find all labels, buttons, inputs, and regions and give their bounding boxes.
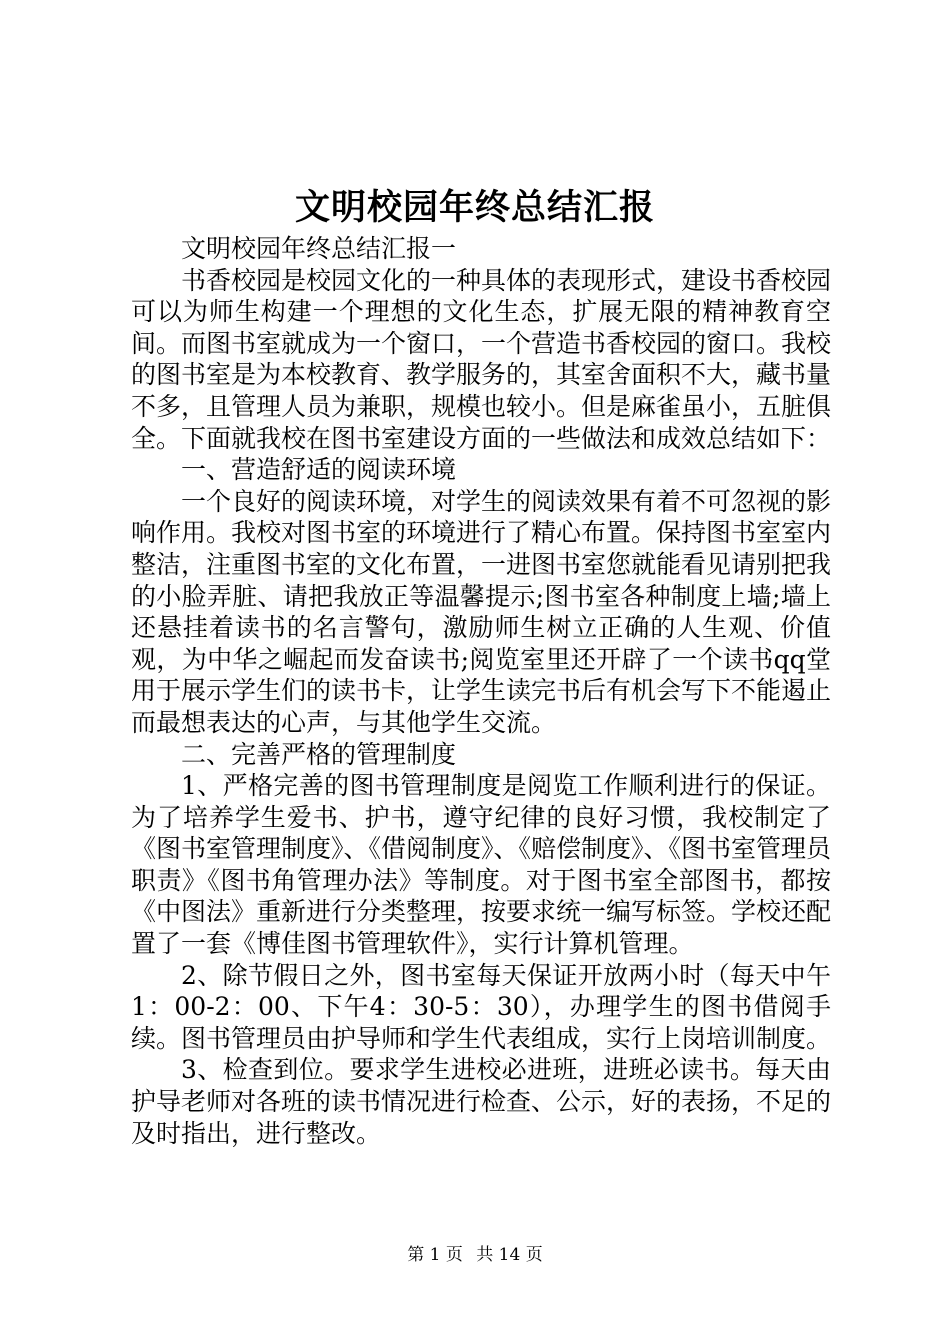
page-total: 共 14 页 — [476, 1245, 543, 1265]
paragraph-rule-1: 1、严格完善的图书管理制度是阅览工作顺利进行的保证。为了培养学生爱书、护书，遵守纪律的良好习惯，我校制定了《图书室管理制度》、《借阅制度》、《赔偿制度》、《图书室管理员职责》《图书角管理办法》等制度。对于图书室全部图书，都按《中图法》重新进行分类整理，按要求统一编写标签。学校还配置了一套《博佳图书管理软件》，实行计算机管理。 — [131, 771, 832, 959]
section-heading-1: 一、营造舒适的阅读环境 — [181, 455, 457, 485]
document-title: 文明校园年终总结汇报 — [294, 187, 655, 228]
page-footer — [0, 1243, 950, 1267]
page-number: 第 1 页 — [407, 1245, 463, 1265]
paragraph-subtitle: 文明校园年终总结汇报一 — [181, 234, 457, 263]
document-body — [131, 233, 831, 1149]
paragraph-rule-3: 3、检查到位。要求学生进校必进班，进班必读书。每天由护导老师对各班的读书情况进行检查、公示，好的表扬，不足的及时指出，进行整改。 — [131, 1055, 832, 1148]
section-heading-2: 二、完善严格的管理制度 — [181, 739, 457, 769]
paragraph-intro: 书香校园是校园文化的一种具体的表现形式，建设书香校园可以为师生构建一个理想的文化生态，扩展无限的精神教育空间。而图书室就成为一个窗口，一个营造书香校园的窗口。我校的图书室是为本校教育、教学服务的，其室舍面积不大，藏书量不多，且管理人员为兼职，规模也较小。但是麻雀虽小，五脏俱全。下面就我校在图书室建设方面的一些做法和成效总结如下： — [131, 265, 832, 453]
paragraph-reading-environment: 一个良好的阅读环境，对学生的阅读效果有着不可忽视的影响作用。我校对图书室的环境进行了精心布置。保持图书室室内整洁，注重图书室的文化布置，一进图书室您就能看见请别把我的小脸弄脏、请把我放正等温馨提示;图书室各种制度上墙;墙上还悬挂着读书的名言警句，激励师生树立正确的人生观、价值观，为中华之崛起而发奋读书;阅览室里还开辟了一个读书qq堂用于展示学生们的读书卡，让学生读完书后有机会写下不能遏止而最想表达的心声，与其他学生交流。 — [131, 486, 832, 737]
paragraph-rule-2: 2、除节假日之外，图书室每天保证开放两小时（每天中午1：00-2：00、下午4：30-5：30），办理学生的图书借阅手续。图书管理员由护导师和学生代表组成，实行上岗培训制度。 — [131, 960, 832, 1053]
